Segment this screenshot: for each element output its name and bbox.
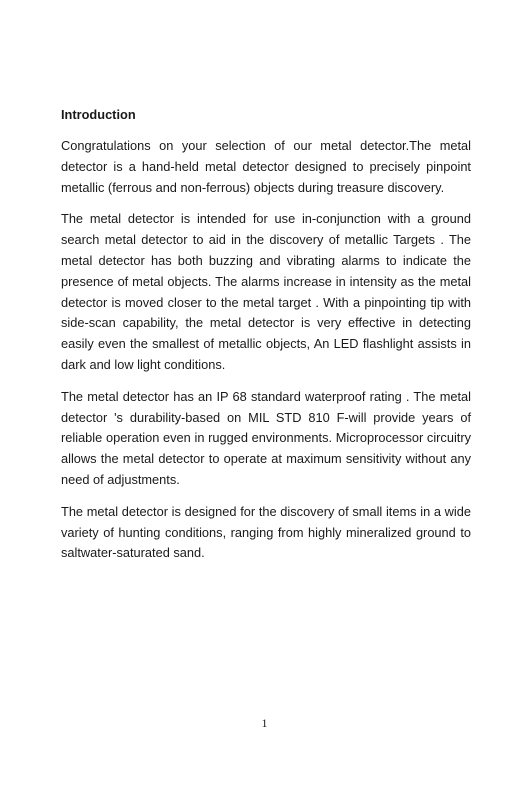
paragraph-3: The metal detector has an IP 68 standard waterproof rating . The metal detector 's durability-based on MIL STD 810 F-will provide years of reliable operation even in rugged environments. Microprocessor circuitry allows the metal detector to operate at maximum sensitivity without any need of adjustments. — [61, 388, 471, 487]
page-content — [61, 105, 471, 575]
paragraph-4: The metal detector is designed for the discovery of small items in a wide variety of hunting conditions, ranging from highly mineralized ground to saltwater-saturated sand. — [61, 503, 471, 561]
paragraph-2: The metal detector is intended for use in-conjunction with a ground search metal detector to aid in the discovery of metallic Targets . The metal detector has both buzzing and vibrating alarms to indicate the presence of metal objects. The alarms increase in intensity as the metal detector is moved closer to the metal target . With a pinpointing tip with side-scan capability, the metal detector is very effective in detecting easily even the smallest of metallic objects, An LED flashlight assists in dark and low light conditions. — [61, 211, 471, 372]
section-heading: Introduction — [61, 107, 136, 122]
page-number: 1 — [261, 716, 268, 730]
paragraph-1: Congratulations on your selection of our metal detector.The metal detector is a hand-held metal detector designed to precisely pinpoint metallic (ferrous and non-ferrous) objects during treasure discovery. — [61, 138, 471, 195]
